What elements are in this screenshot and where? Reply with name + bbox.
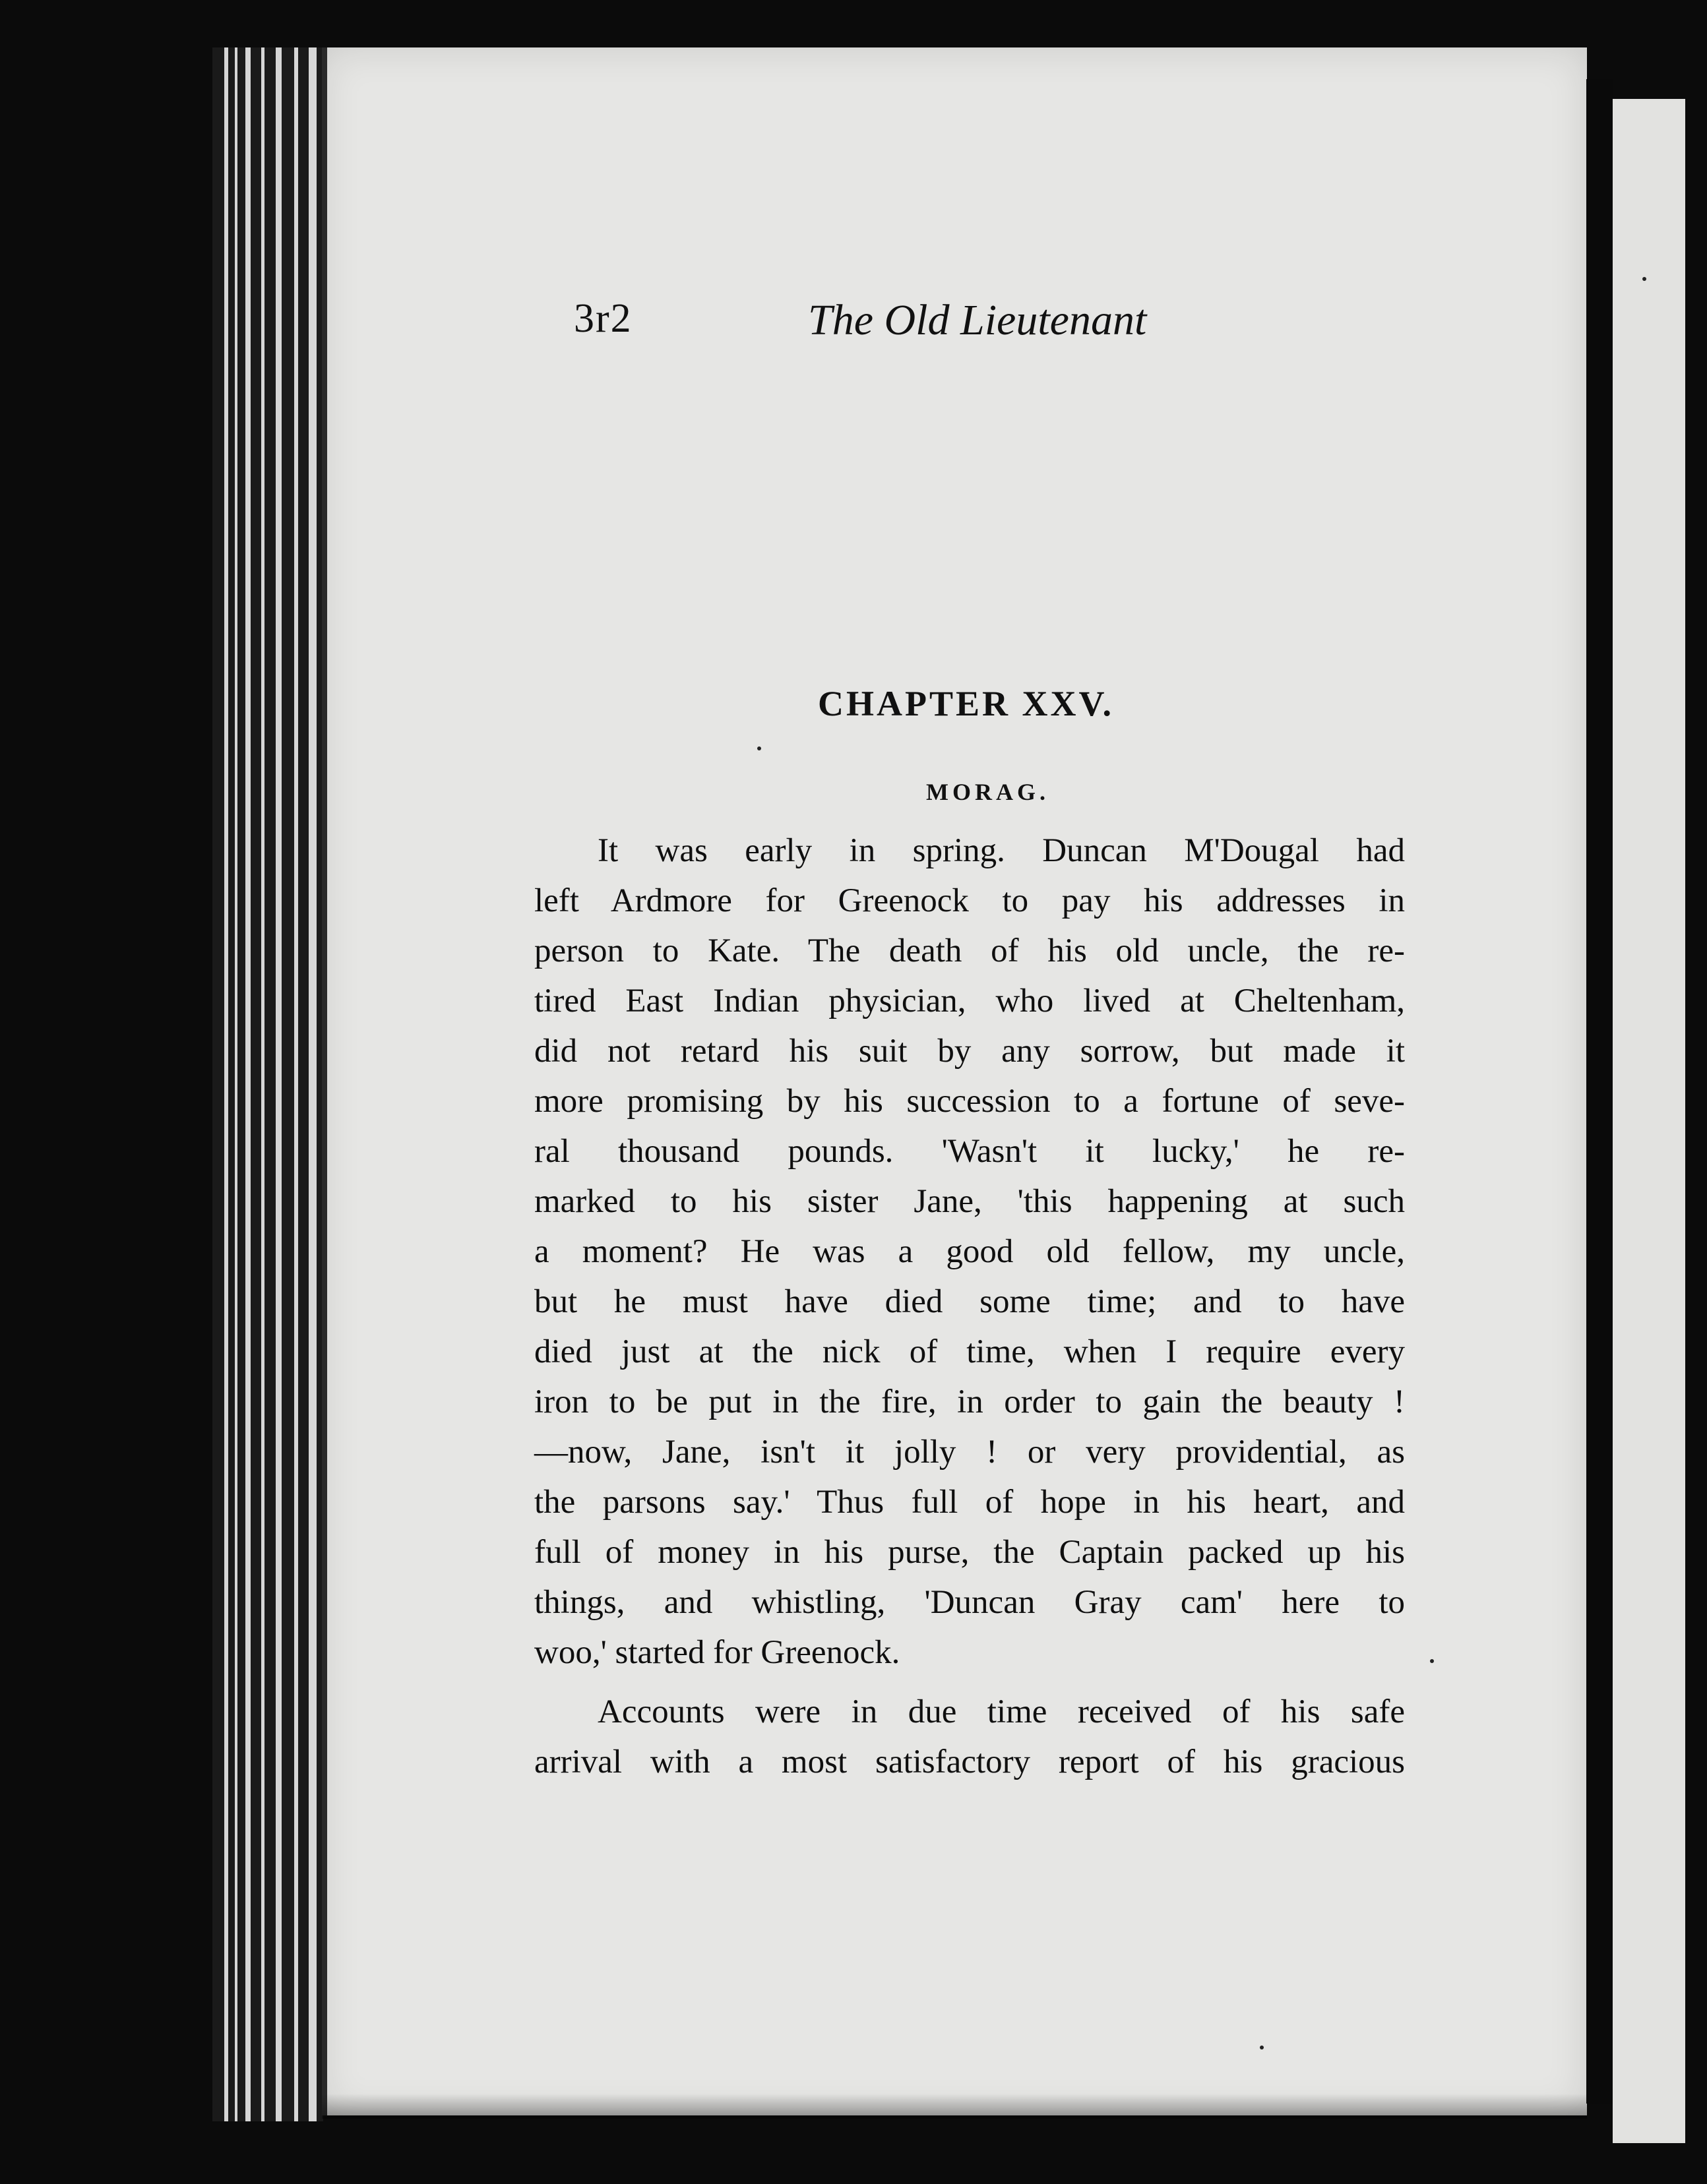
text-line: did not retard his suit by any sorrow, but made it [534,1033,1405,1070]
text-line: full of money in his purse, the Captain packed up his [534,1534,1405,1571]
text-line: died just at the nick of time, when I require every [534,1333,1405,1370]
page-gutter [1586,79,1613,2104]
paragraph-1 [534,826,1405,1678]
print-speck [1260,2046,1264,2049]
print-speck [1430,1659,1434,1663]
text-line: arrival with a most satisfactory report of his gracious [534,1744,1405,1780]
book-edge-stripes [212,47,323,2121]
text-line: but he must have died some time; and to have [534,1283,1405,1320]
text-line: woo,' started for Greenock. [534,1634,900,1671]
text-line: Accounts were in due time received of his safe [598,1693,1405,1730]
text-line: iron to be put in the fire, in order to gain the beauty ! [534,1383,1405,1420]
running-head [574,295,1207,348]
print-speck [1642,277,1646,281]
facing-page-edge [1613,99,1685,2143]
text-line: a moment? He was a good old fellow, my uncle, [534,1233,1405,1270]
text-line: —now, Jane, isn't it jolly ! or very providential, as [534,1434,1405,1471]
text-line: It was early in spring. Duncan M'Dougal had [598,832,1405,869]
text-line: more promising by his succession to a fortune of seve- [534,1083,1405,1120]
text-line: marked to his sister Jane, 'this happening at such [534,1183,1405,1220]
chapter-subtitle: MORAG. [926,779,1049,805]
text-line: person to Kate. The death of his old uncle, the re- [534,932,1405,969]
page-binding-edge [322,47,327,2115]
print-speck [757,746,761,750]
book-title: The Old Lieutenant [808,296,1147,344]
text-line: tired East Indian physician, who lived at Cheltenham, [534,983,1405,1019]
text-line: left Ardmore for Greenock to pay his addresses in [534,882,1405,919]
paragraph-2 [534,1687,1405,1787]
text-line: things, and whistling, 'Duncan Gray cam' here to [534,1584,1405,1621]
text-line: the parsons say.' Thus full of hope in his heart, and [534,1484,1405,1521]
text-line: ral thousand pounds. 'Wasn't it lucky,' he re- [534,1133,1405,1170]
body-text [534,826,1405,1787]
page-bottom-shadow [322,2094,1587,2119]
chapter-heading: CHAPTER XXV. [818,684,1115,723]
page-number: 3r2 [574,296,633,341]
